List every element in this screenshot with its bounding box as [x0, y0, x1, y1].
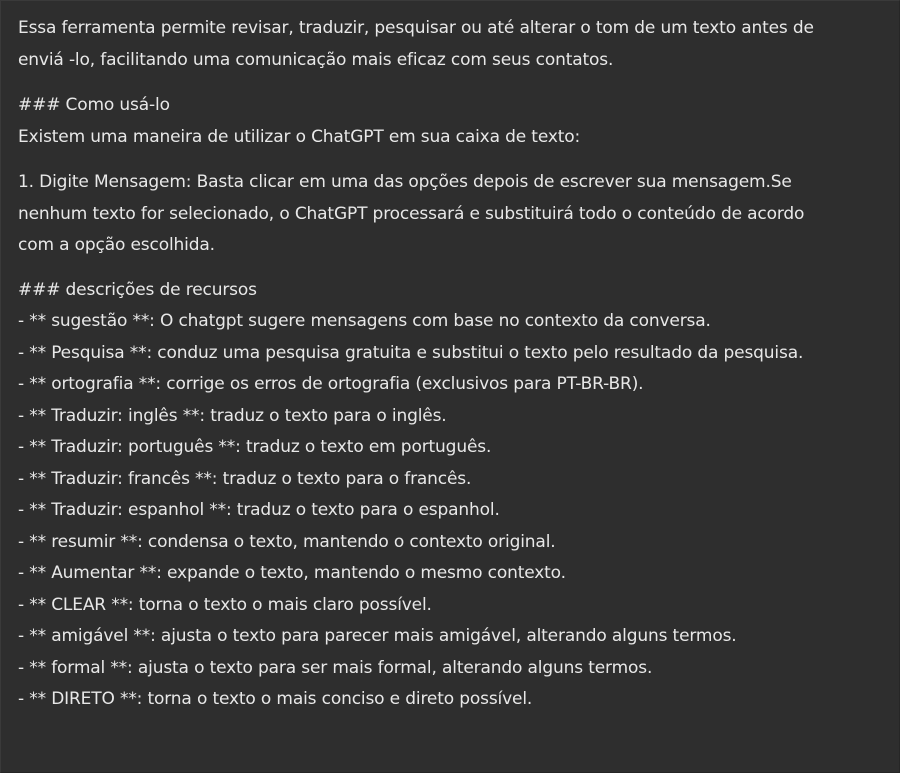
step1-line-2: nenhum texto for selecionado, o ChatGPT processará e substituirá todo o conteúdo de acordo	[18, 203, 805, 224]
feature-item-aumentar: - ** Aumentar **: expande o texto, mantendo o mesmo contexto.	[18, 563, 566, 583]
feature-item-traduzir-ingles: - ** Traduzir: inglês **: traduz o texto para o inglês.	[18, 405, 447, 426]
feature-item-direto: - ** DIRETO **: torna o texto o mais conciso e direto possível.	[18, 689, 533, 709]
feature-item-sugestao: - ** sugestão **: O chatgpt sugere mensagens com base no contexto da conversa.	[18, 311, 711, 331]
step1-line-3: com a opção escolhida.	[18, 235, 215, 255]
feature-item-traduzir-portugues: - ** Traduzir: português **: traduz o texto em português.	[18, 437, 492, 457]
paragraph-spacer	[18, 76, 884, 90]
paragraph-spacer	[18, 153, 884, 167]
features-list	[18, 306, 884, 716]
step1-line-1: 1. Digite Mensagem: Basta clicar em uma das opções depois de escrever sua mensagem.Se	[18, 172, 792, 192]
usage-subtitle: Existem uma maneira de utilizar o ChatGPT em sua caixa de texto:	[18, 126, 581, 147]
intro-line-1: Essa ferramenta permite revisar, traduzir, pesquisar ou até alterar o tom de um texto antes de	[18, 18, 814, 38]
feature-item-traduzir-frances: - ** Traduzir: francês **: traduz o texto para o francês.	[18, 468, 472, 489]
feature-item-resumir: - ** resumir **: condensa o texto, mantendo o contexto original.	[18, 531, 556, 552]
feature-item-amigavel: - ** amigável **: ajusta o texto para parecer mais amigável, alterando alguns termos.	[18, 626, 737, 646]
feature-item-traduzir-espanhol: - ** Traduzir: espanhol **: traduz o texto para o espanhol.	[18, 500, 500, 520]
feature-item-pesquisa: - ** Pesquisa **: conduz uma pesquisa gratuita e substitui o texto pelo resultado da pesquisa.	[18, 342, 804, 363]
feature-item-formal: - ** formal **: ajusta o texto para ser mais formal, alterando alguns termos.	[18, 657, 653, 678]
paragraph-spacer	[18, 262, 884, 275]
intro-line-2: enviá -lo, facilitando uma comunicação mais eficaz com seus contatos.	[18, 49, 614, 70]
usage-heading: ### Como usá-lo	[18, 95, 170, 115]
description-text	[18, 13, 884, 716]
features-heading: ### descrições de recursos	[18, 279, 257, 300]
feature-item-ortografia: - ** ortografia **: corrige os erros de ortografia (exclusivos para PT-BR-BR).	[18, 374, 644, 394]
feature-item-clear: - ** CLEAR **: torna o texto o mais claro possível.	[18, 594, 432, 615]
